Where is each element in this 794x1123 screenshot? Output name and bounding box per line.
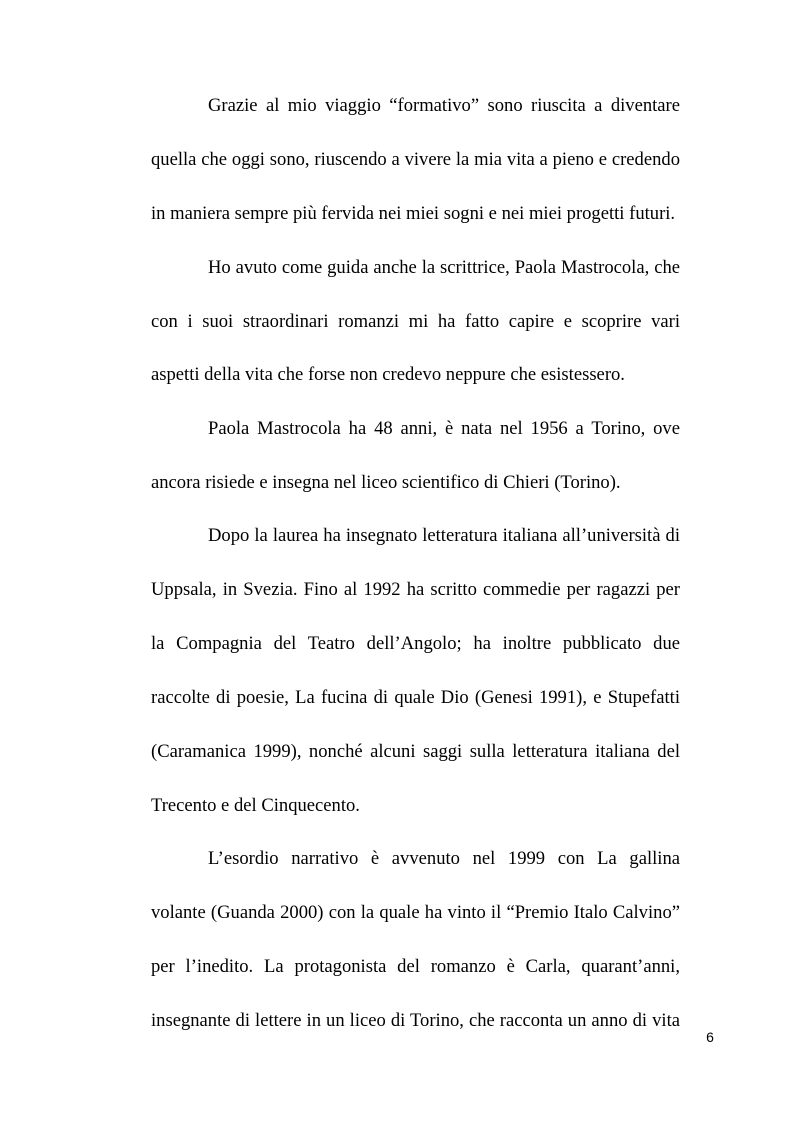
paragraph-3-line-2: ancora risiede e insegna nel liceo scientifico di Chieri (Torino). (151, 472, 621, 493)
paragraph-1-line-3: in maniera sempre più fervida nei miei sogni e nei miei progetti futuri. (151, 203, 676, 224)
paragraph-5-line-3: per l’inedito. La protagonista del romanzo è Carla, quarant’anni, (151, 956, 680, 977)
paragraph-5-line-2: volante (Guanda 2000) con la quale ha vinto il “Premio Italo Calvino” (151, 902, 680, 923)
paragraph-2-line-1: Ho avuto come guida anche la scrittrice, Paola Mastrocola, che (208, 257, 680, 278)
paragraph-4-line-6: Trecento e del Cinquecento. (151, 795, 360, 816)
paragraph-1-line-1: Grazie al mio viaggio “formativo” sono riuscita a diventare (208, 95, 680, 116)
paragraph-5-line-1: L’esordio narrativo è avvenuto nel 1999 con La gallina (208, 848, 680, 869)
paragraph-4-line-2: Uppsala, in Svezia. Fino al 1992 ha scritto commedie per ragazzi per (151, 579, 680, 600)
paragraph-4-line-1: Dopo la laurea ha insegnato letteratura italiana all’università di (208, 525, 680, 546)
paragraph-2-line-2: con i suoi straordinari romanzi mi ha fatto capire e scoprire vari (151, 311, 680, 332)
paragraph-2-line-3: aspetti della vita che forse non credevo neppure che esistessero. (151, 364, 625, 385)
paragraph-4-line-3: la Compagnia del Teatro dell’Angolo; ha inoltre pubblicato due (151, 633, 680, 654)
paragraph-3-line-1: Paola Mastrocola ha 48 anni, è nata nel 1956 a Torino, ove (208, 418, 680, 439)
paragraph-5-line-4: insegnante di lettere in un liceo di Torino, che racconta un anno di vita (151, 1010, 680, 1031)
paragraph-1-line-2: quella che oggi sono, riuscendo a vivere la mia vita a pieno e credendo (151, 149, 680, 170)
paragraph-4-line-4: raccolte di poesie, La fucina di quale Dio (Genesi 1991), e Stupefatti (151, 687, 680, 708)
page-number: 6 (706, 1029, 714, 1045)
paragraph-4-line-5: (Caramanica 1999), nonché alcuni saggi sulla letteratura italiana del (151, 741, 680, 762)
